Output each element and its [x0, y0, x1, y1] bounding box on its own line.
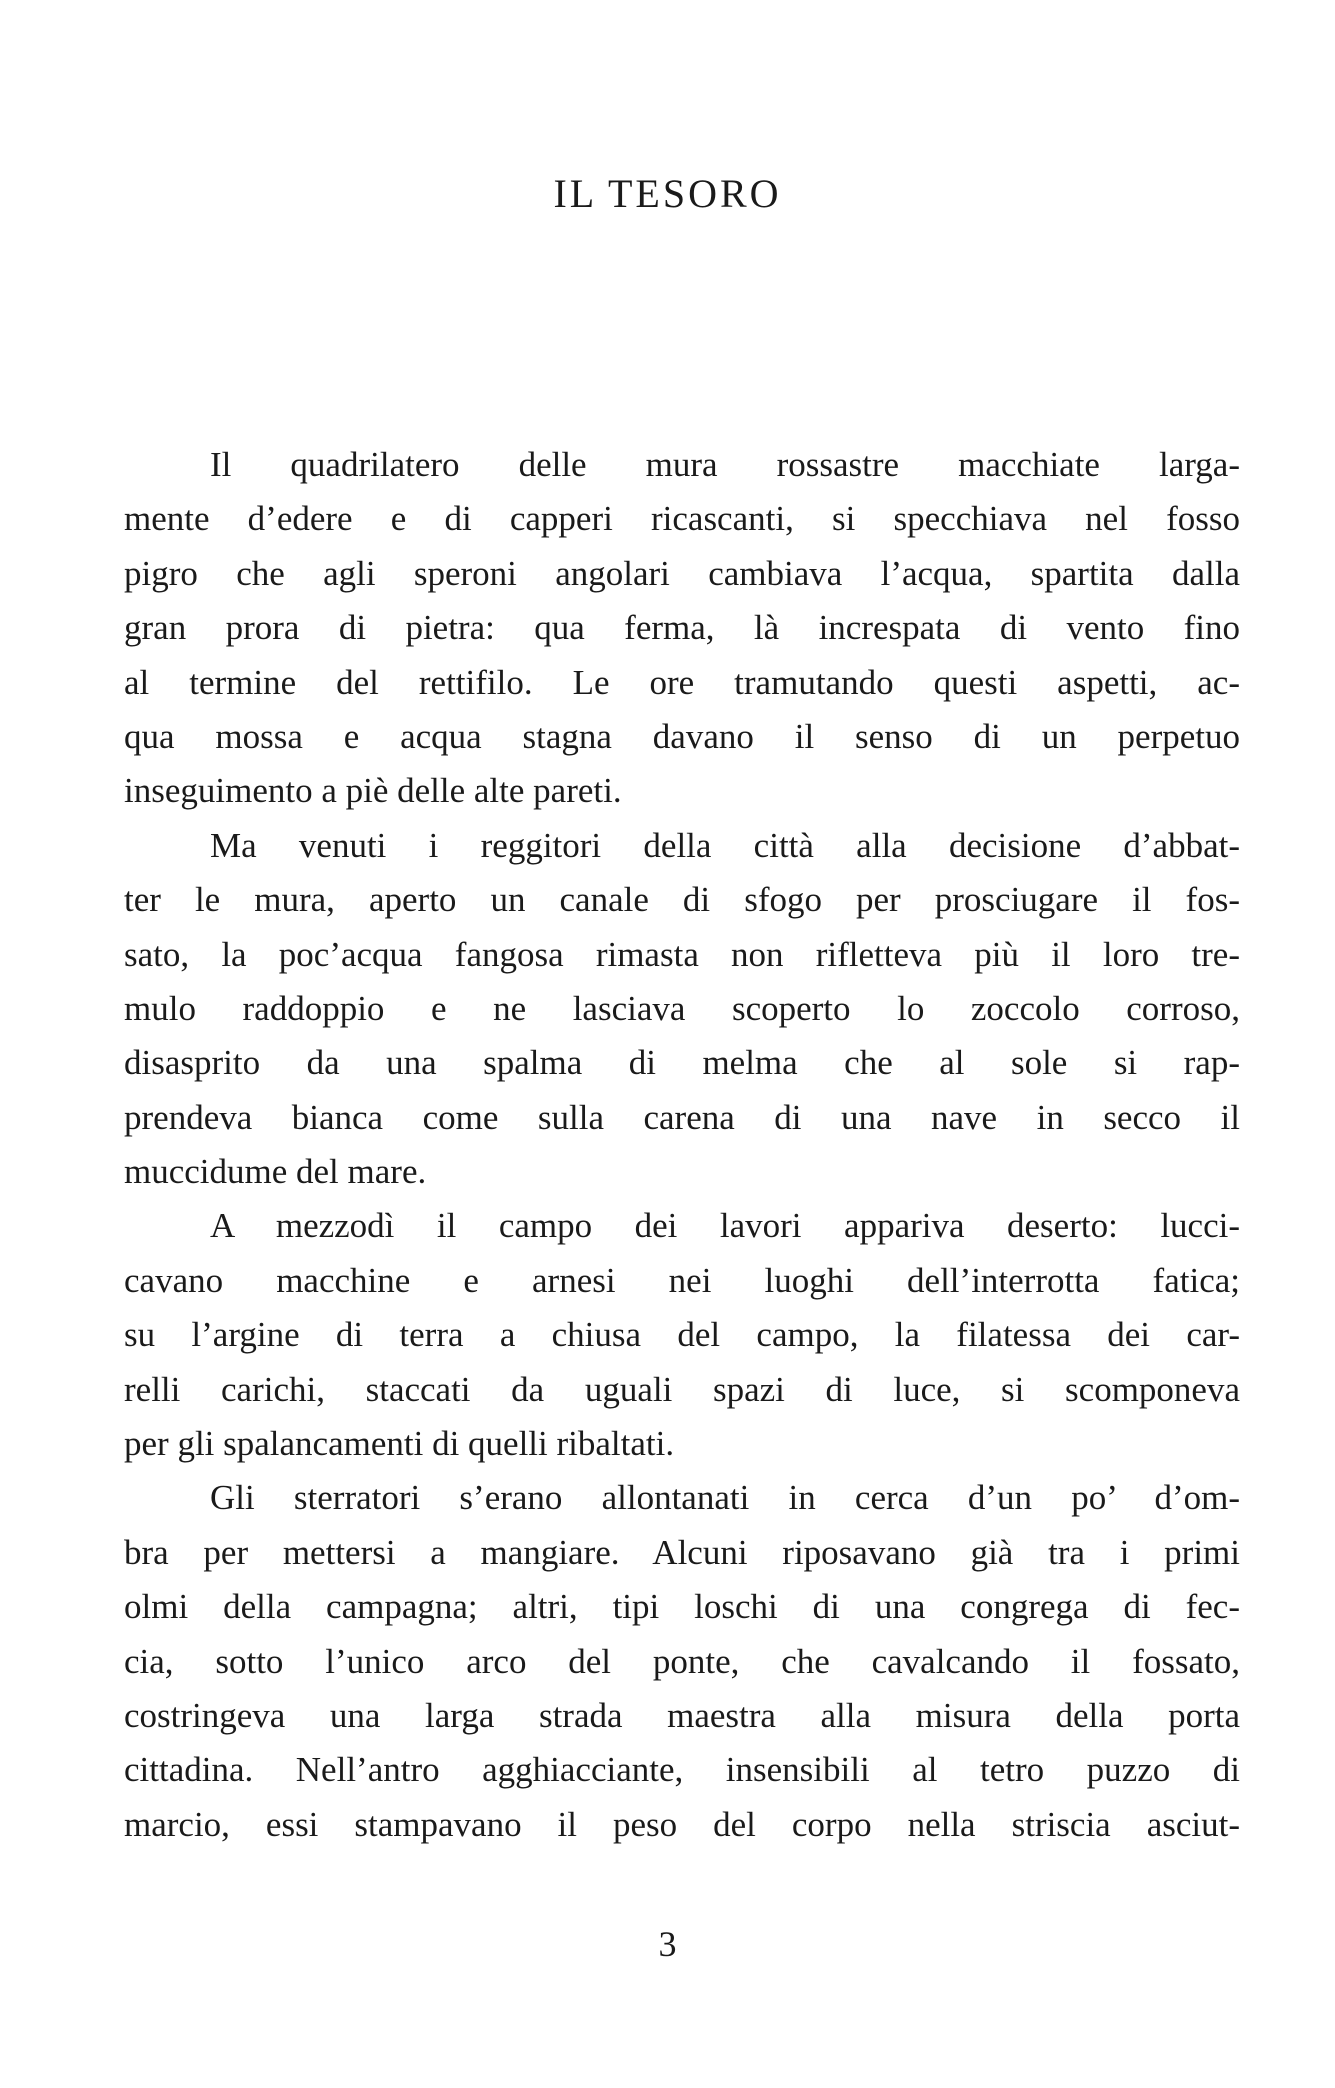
text-line: bra per mettersi a mangiare. Alcuni riposavano già tra i primi — [124, 1532, 1240, 1572]
text-line: inseguimento a piè delle alte pareti. — [124, 771, 622, 811]
text-line: Il quadrilatero delle mura rossastre macchiate larga- — [210, 445, 1240, 484]
text-line: relli carichi, staccati da uguali spazi di luce, si scomponeva — [124, 1369, 1240, 1409]
text-line: Gli sterratori s’erano allontanati in cerca d’un po’ d’om- — [210, 1478, 1240, 1518]
text-line: cavano macchine e arnesi nei luoghi dell’interrotta fatica; — [124, 1260, 1240, 1300]
text-line: marcio, essi stampavano il peso del corpo nella striscia asciut- — [124, 1804, 1240, 1844]
text-line: ter le mura, aperto un canale di sfogo per prosciugare il fos- — [124, 880, 1240, 920]
text-line: sato, la poc’acqua fangosa rimasta non rifletteva più il loro tre- — [124, 934, 1240, 974]
text-line: cia, sotto l’unico arco del ponte, che cavalcando il fossato, — [124, 1641, 1240, 1681]
text-line: cittadina. Nell’antro agghiacciante, insensibili al tetro puzzo di — [124, 1750, 1240, 1790]
text-line: olmi della campagna; altri, tipi loschi di una congrega di fec- — [124, 1587, 1240, 1627]
text-line: gran prora di pietra: qua ferma, là increspata di vento fino — [124, 608, 1240, 648]
text-line: prendeva bianca come sulla carena di una nave in secco il — [124, 1097, 1240, 1137]
text-line: mente d’edere e di capperi ricascanti, si specchiava nel fosso — [124, 499, 1240, 539]
text-line: su l’argine di terra a chiusa del campo, la filatessa dei car- — [124, 1315, 1240, 1355]
page-number: 3 — [658, 1924, 677, 1964]
text-line: mulo raddoppio e ne lasciava scoperto lo zoccolo corroso, — [124, 988, 1240, 1028]
text-line: Ma venuti i reggitori della città alla decisione d’abbat- — [210, 825, 1240, 865]
text-line: muccidume del mare. — [124, 1152, 427, 1192]
text-line: disasprito da una spalma di melma che al sole si rap- — [124, 1043, 1240, 1083]
text-line: per gli spalancamenti di quelli ribaltati. — [124, 1424, 675, 1464]
text-line: qua mossa e acqua stagna davano il senso di un perpetuo — [124, 716, 1240, 756]
text-line: costringeva una larga strada maestra alla misura della porta — [124, 1695, 1240, 1735]
text-line: A mezzodì il campo dei lavori appariva deserto: lucci- — [210, 1206, 1240, 1246]
chapter-title: IL TESORO — [553, 171, 782, 216]
text-line: pigro che agli speroni angolari cambiava l’acqua, spartita dalla — [124, 553, 1240, 593]
text-line: al termine del rettifilo. Le ore tramutando questi aspetti, ac- — [124, 662, 1240, 702]
body-text — [124, 438, 1240, 1852]
